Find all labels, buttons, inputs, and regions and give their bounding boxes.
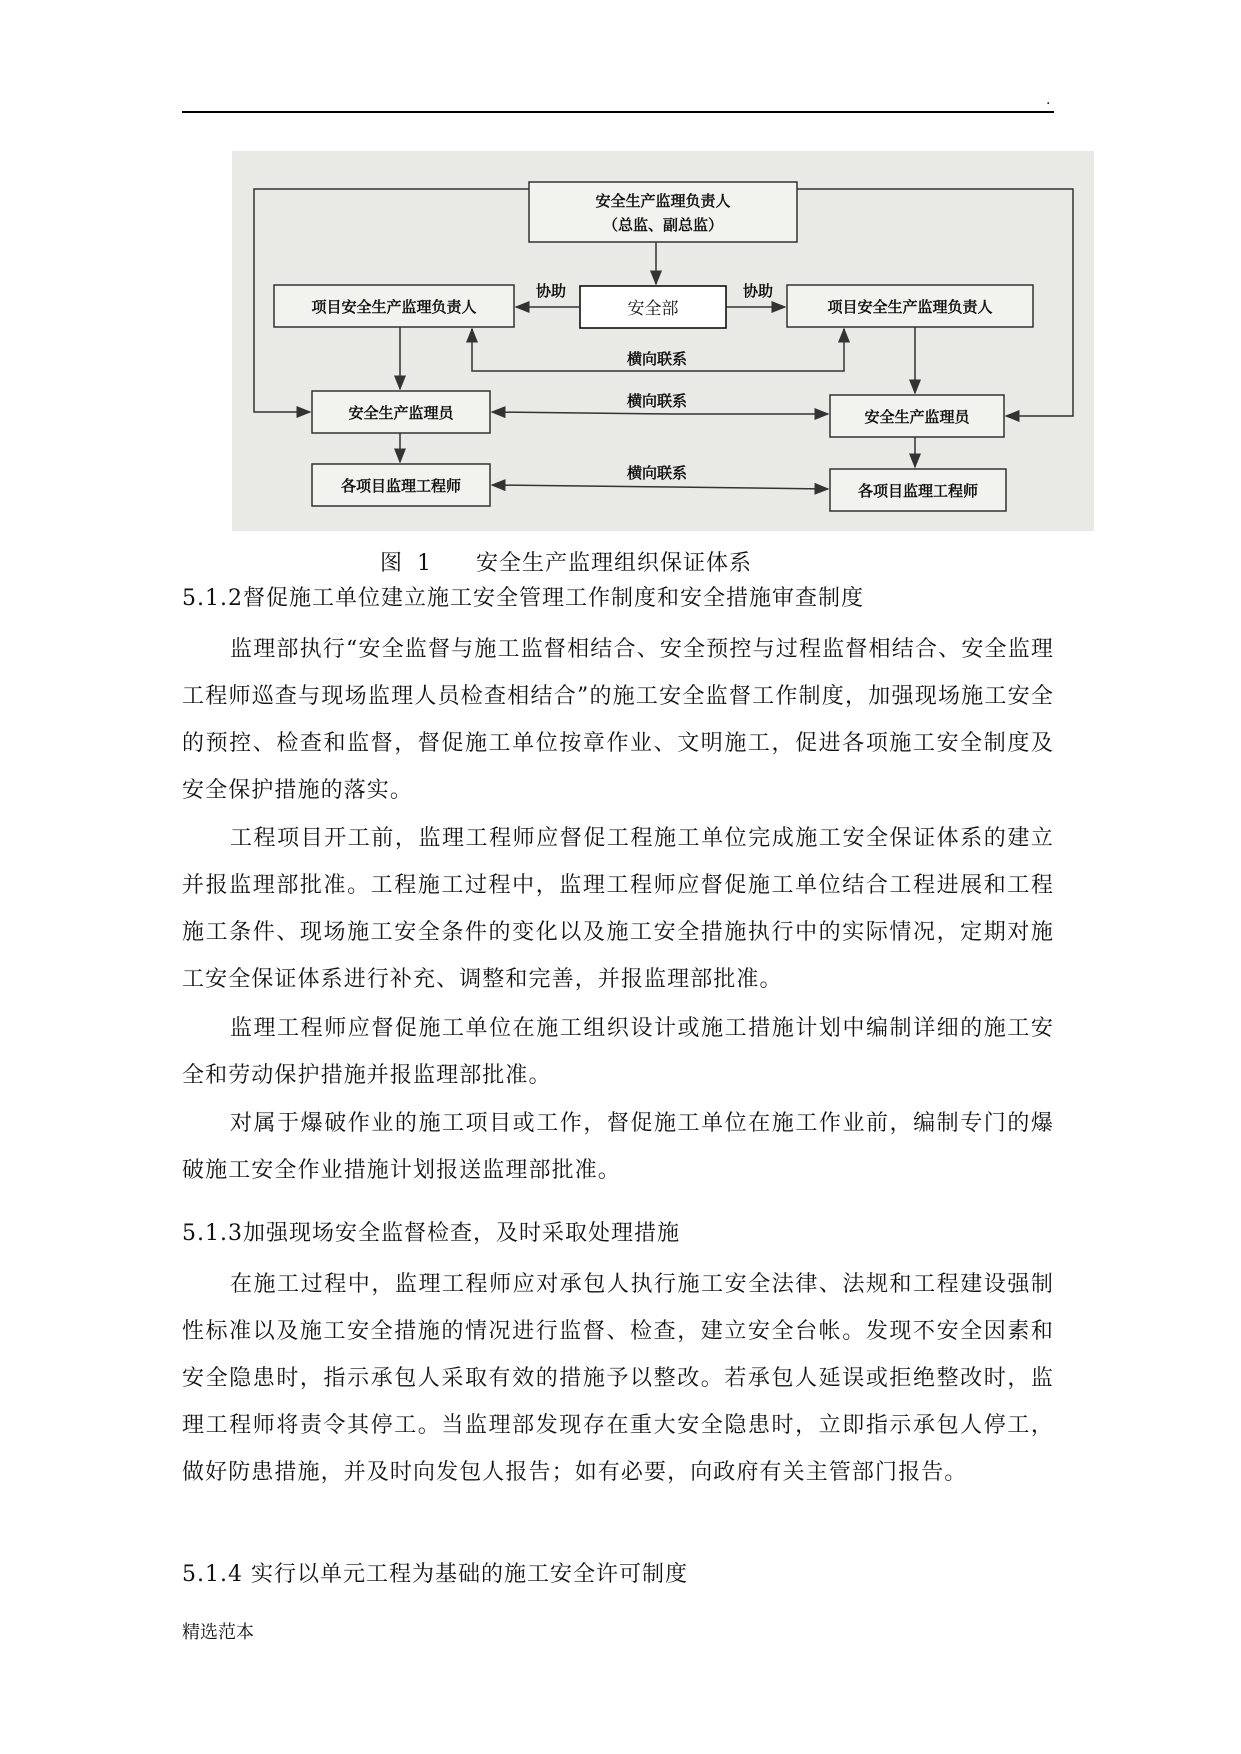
chief-label-line1: 安全生产监理负责人 <box>595 192 731 210</box>
paragraph: 监理部执行“安全监督与施工监督相结合、安全预控与过程监督相结合、安全监理工程师巡查与现场监理人员检查相结合”的施工安全监督工作制度，加强现场施工安全的预控、检查和监督，督促施工单位按章作业、文明施工，促进各项施工安全制度及安全保护措施的落实。 <box>182 637 1054 803</box>
section-heading: 5.1.4 实行以单元工程为基础的施工安全许可制度 <box>182 1562 688 1587</box>
org-chart-figure <box>232 151 1094 531</box>
chief-label-line2: （总监、副总监） <box>602 216 724 234</box>
assist-right-label: 协助 <box>742 282 774 300</box>
header-mark: . <box>1046 92 1051 108</box>
assist-left-label: 协助 <box>535 282 567 300</box>
right-manager-label: 项目安全生产监理负责人 <box>827 298 993 316</box>
left-manager-label: 项目安全生产监理负责人 <box>311 298 477 316</box>
horizontal-link-label-1: 横向联系 <box>626 350 688 368</box>
right-supervisor-label: 安全生产监理员 <box>864 408 970 426</box>
org-chart-diagram <box>232 151 1094 531</box>
paragraph: 对属于爆破作业的施工项目或工作，督促施工单位在施工作业前，编制专门的爆破施工安全作业措施计划报送监理部批准。 <box>182 1111 1054 1183</box>
section-heading: 5.1.3加强现场安全监督检查，及时采取处理措施 <box>182 1221 680 1246</box>
caption-title: 安全生产监理组织保证体系 <box>476 551 753 576</box>
paragraph: 工程项目开工前，监理工程师应督促工程施工单位完成施工安全保证体系的建立并报监理部批准。工程施工过程中，监理工程师应督促施工单位结合工程进展和工程施工条件、现场施工安全条件的变化以及施工安全措施执行中的实际情况，定期对施工安全保证体系进行补充、调整和完善，并报监理部批准。 <box>182 826 1054 992</box>
paragraph: 监理工程师应督促施工单位在施工组织设计或施工措施计划中编制详细的施工安全和劳动保护措施并报监理部批准。 <box>182 1016 1054 1088</box>
figure-caption <box>380 546 752 577</box>
footer-text: 精选范本 <box>182 1622 254 1643</box>
safety-dept-label: 安全部 <box>627 299 679 319</box>
horizontal-link-label-2: 横向联系 <box>626 392 688 410</box>
caption-number: 1 <box>417 551 433 576</box>
paragraph: 在施工过程中，监理工程师应对承包人执行施工安全法律、法规和工程建设强制性标准以及施工安全措施的情况进行监督、检查，建立安全台帐。发现不安全因素和安全隐患时，指示承包人采取有效的措施予以整改。若承包人延误或拒绝整改时，监理工程师将责令其停工。当监理部发现存在重大安全隐患时，立即指示承包人停工，做好防患措施，并及时向发包人报告；如有必要，向政府有关主管部门报告。 <box>182 1272 1054 1485</box>
section-heading: 5.1.2督促施工单位建立施工安全管理工作制度和安全措施审查制度 <box>182 586 864 611</box>
caption-prefix: 图 <box>380 551 404 576</box>
right-engineer-label: 各项目监理工程师 <box>857 482 979 500</box>
left-engineer-label: 各项目监理工程师 <box>340 477 462 495</box>
header-rule <box>182 111 1054 113</box>
left-supervisor-label: 安全生产监理员 <box>348 404 454 422</box>
horizontal-link-label-3: 横向联系 <box>626 464 688 482</box>
